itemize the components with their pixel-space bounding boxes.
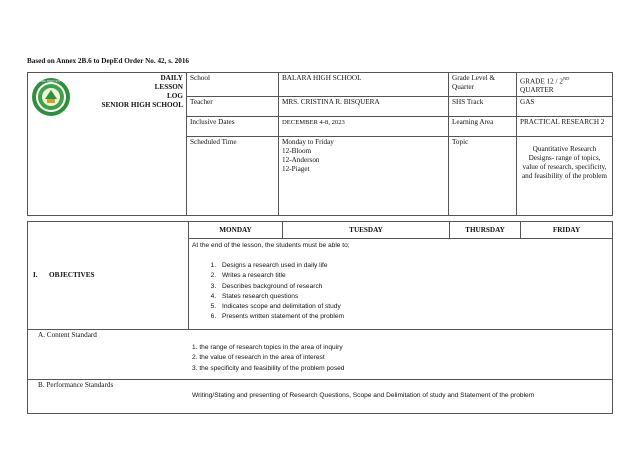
area-value: PRACTICAL RESEARCH 2 bbox=[517, 117, 613, 137]
grade-value-prefix: GRADE 12 / 2 bbox=[520, 77, 563, 86]
teacher-label: Teacher bbox=[187, 97, 279, 117]
objectives-list bbox=[192, 261, 609, 323]
logo-cell bbox=[28, 73, 88, 216]
objectives-intro: At the end of the lesson, the students must be able to; bbox=[192, 242, 350, 249]
title-line-lesson: LESSON bbox=[154, 83, 183, 91]
annex-reference: Based on Annex 2B.6 to DepEd Order No. 42, s. 2016 bbox=[27, 57, 190, 65]
objectives-content bbox=[189, 239, 613, 330]
track-value: GAS bbox=[517, 97, 613, 117]
time-label: Scheduled Time bbox=[187, 137, 279, 216]
content-standard-row bbox=[28, 330, 613, 380]
content-standard-line: 1. the range of research topics in the area of inquiry bbox=[192, 344, 343, 351]
school-value: BALARA HIGH SCHOOL bbox=[279, 73, 449, 97]
day-monday: MONDAY bbox=[189, 222, 283, 239]
grade-label: Grade Level & Quarter bbox=[449, 73, 517, 97]
time-value bbox=[279, 137, 449, 216]
list-item: 6. Presents written statement of the problem bbox=[218, 312, 609, 322]
grade-value-suffix: QUARTER bbox=[520, 86, 554, 95]
track-label: SHS Track bbox=[449, 97, 517, 117]
objectives-number: I. bbox=[33, 271, 38, 279]
performance-standards-label: B. Performance Standards bbox=[38, 381, 114, 389]
day-friday: FRIDAY bbox=[521, 222, 613, 239]
daily-lesson-log-title bbox=[88, 73, 187, 216]
title-line-log: LOG bbox=[167, 92, 183, 100]
list-item: 3. Describes background of research bbox=[218, 282, 609, 292]
objectives-label bbox=[28, 222, 189, 330]
time-line: 12-Piaget bbox=[282, 165, 310, 174]
lesson-log-table bbox=[27, 221, 613, 414]
time-line: 12-Bloom bbox=[282, 147, 312, 156]
performance-standards-content: Writing/Stating and presenting of Research Questions, Scope and Delimitation of study and Statement of the problem bbox=[192, 392, 535, 399]
grade-value bbox=[517, 73, 613, 97]
content-standard-content bbox=[192, 343, 612, 374]
teacher-value: MRS. CRISTINA R. BISQUERA bbox=[279, 97, 449, 117]
area-label: Learning Area bbox=[449, 117, 517, 137]
grade-value-sup: ND bbox=[562, 76, 570, 81]
day-tuesday: TUESDAY bbox=[283, 222, 450, 239]
time-line: Monday to Friday bbox=[282, 138, 334, 147]
seal-text: BALARA HIGH SCHOOL bbox=[33, 78, 69, 83]
dates-label: Inclusive Dates bbox=[187, 117, 279, 137]
title-line-daily: DAILY bbox=[160, 74, 183, 82]
list-item: 4. States research questions bbox=[218, 292, 609, 302]
list-item: 5. Indicates scope and delimitation of study bbox=[218, 302, 609, 312]
content-standard-line: 3. the specificity and feasibility of the problem posed bbox=[192, 364, 345, 372]
content-standard-label: A. Content Standard bbox=[38, 331, 97, 339]
list-item: 2. Writes a research title bbox=[218, 271, 609, 281]
performance-standards-row bbox=[28, 380, 613, 414]
list-item: 1. Designs a research used in daily life bbox=[218, 261, 609, 271]
objectives-title: OBJECTIVES bbox=[49, 271, 95, 279]
content-standard-line: 2. the value of research in the area of interest bbox=[192, 354, 325, 362]
title-line-shs: SENIOR HIGH SCHOOL bbox=[101, 101, 183, 109]
time-line: 12-Anderson bbox=[282, 156, 320, 165]
header-table bbox=[27, 72, 613, 216]
topic-label: Topic bbox=[449, 137, 517, 216]
day-thursday: THURSDAY bbox=[450, 222, 521, 239]
school-label: School bbox=[187, 73, 279, 97]
dates-value: DECEMBER 4-8, 2023 bbox=[279, 117, 449, 137]
topic-value: Quantitative Research Designs- range of topics, value of research, specificity, and feasibility of the problem bbox=[517, 137, 613, 216]
school-seal-icon bbox=[31, 77, 71, 117]
